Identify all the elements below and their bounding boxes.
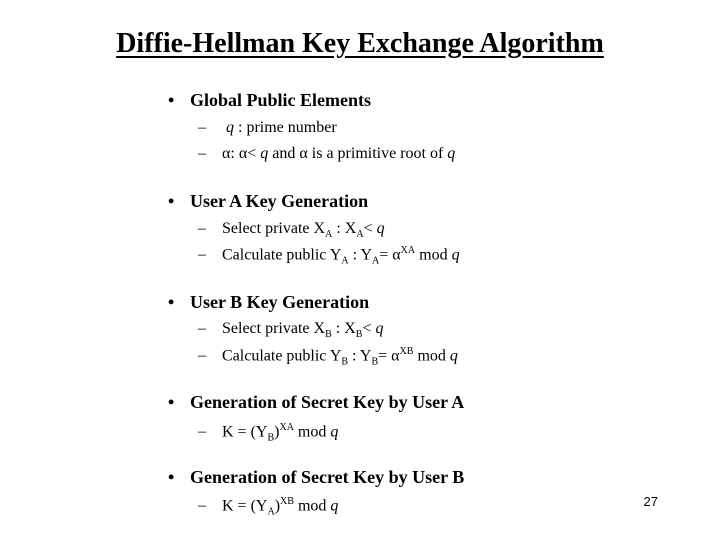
bullet-heading: Generation of Secret Key by User B	[190, 467, 465, 487]
bullet-secret-key-user-a	[168, 392, 464, 413]
bullet-heading: Generation of Secret Key by User A	[190, 392, 465, 412]
page-number: 27	[643, 494, 658, 509]
dash-marker: –	[198, 347, 206, 365]
sub-item-secret-key-b: – $K = (Y_A)^{XB}$ mod q	[198, 496, 339, 518]
bullet-heading: User B Key Generation	[190, 292, 370, 312]
sub-item-select-private-xa: – Select private $X_A$ : $X_A< q$	[198, 220, 385, 241]
variable-q: q	[226, 119, 234, 136]
bullet-marker: •	[168, 392, 175, 412]
dash-marker: –	[198, 220, 206, 237]
dash-marker: –	[198, 119, 206, 136]
sub-item-alpha-root: – α: α< q and α is a primitive root of q	[198, 145, 456, 162]
dash-marker: –	[198, 246, 206, 264]
dash-marker: –	[198, 497, 206, 515]
bullet-marker: •	[168, 292, 175, 312]
sub-item-calculate-public-yb: – Calculate public $Y_B$ : $Y_B= \alpha^{XB}$ mod q	[198, 346, 458, 368]
dash-marker: –	[198, 320, 206, 337]
bullet-marker: •	[168, 90, 175, 110]
bullet-user-b-key-generation	[168, 292, 369, 313]
bullet-marker: •	[168, 191, 175, 211]
dash-marker: –	[198, 423, 206, 441]
sub-item-select-private-xb: – Select private $X_B$ : $X_B< q$	[198, 320, 384, 341]
bullet-heading: User A Key Generation	[190, 191, 369, 211]
bullet-user-a-key-generation	[168, 191, 368, 212]
bullet-secret-key-user-b	[168, 467, 464, 488]
bullet-marker: •	[168, 467, 175, 487]
sub-item-secret-key-a: – $K = (Y_B)^{XA}$ mod q	[198, 422, 339, 444]
slide-title: Diffie-Hellman Key Exchange Algorithm	[116, 28, 604, 59]
sub-item-calculate-public-ya: – Calculate public $Y_A$ : $Y_A= \alpha^{XA}$ mod q	[198, 245, 460, 267]
bullet-global-public-elements	[168, 90, 371, 111]
sub-item-q-prime: – q : prime number	[198, 119, 337, 136]
bullet-heading: Global Public Elements	[190, 90, 372, 110]
dash-marker: –	[198, 145, 206, 162]
